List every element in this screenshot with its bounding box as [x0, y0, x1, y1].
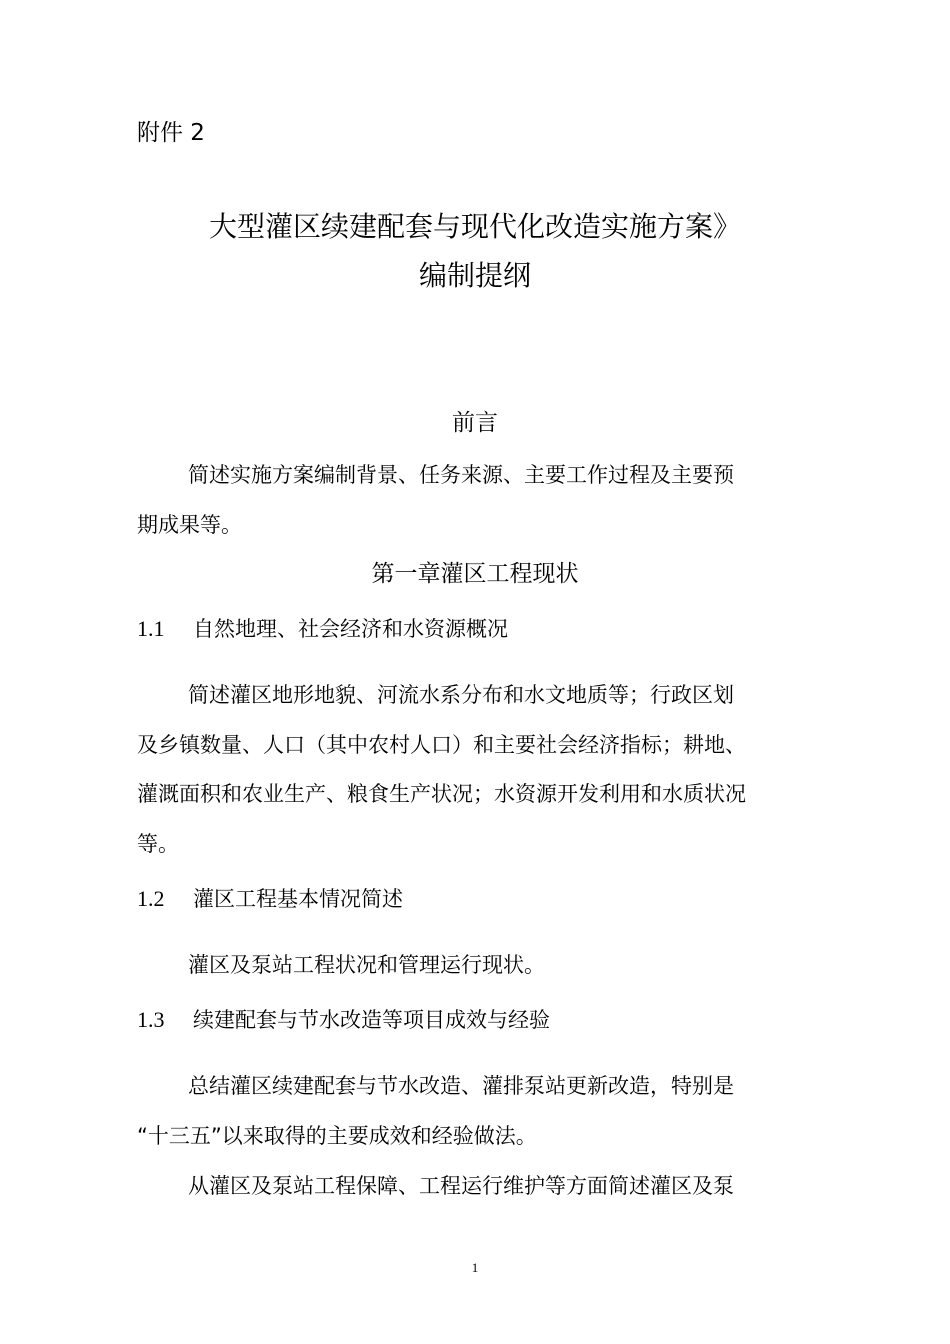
section-title: 续建配套与节水改造等项目成效与经验 [193, 1008, 550, 1032]
section-title: 自然地理、社会经济和水资源概况 [193, 617, 508, 641]
section-1-3-paragraph-line: 总结灌区续建配套与节水改造、灌排泵站更新改造，特别是 [188, 1074, 734, 1098]
preface-heading: 前言 [452, 410, 498, 436]
section-1-1-heading [137, 612, 508, 646]
section-1-1-paragraph-line: 简述灌区地形地貌、河流水系分布和水文地质等；行政区划 [188, 683, 734, 707]
preface-paragraph-line: 期成果等。 [137, 513, 242, 537]
section-1-2-paragraph-line: 灌区及泵站工程状况和管理运行现状。 [188, 953, 545, 977]
preface-paragraph-line: 简述实施方案编制背景、任务来源、主要工作过程及主要预 [188, 463, 734, 487]
section-number: 1.3 [137, 1007, 165, 1032]
section-number: 1.2 [137, 886, 165, 911]
section-1-2-heading [137, 882, 403, 916]
page-number: 1 [471, 1260, 479, 1275]
chapter-1-heading: 第一章灌区工程现状 [371, 561, 579, 587]
document-title-line-2: 编制提纲 [418, 259, 531, 292]
section-1-3-paragraph-line: 从灌区及泵站工程保障、工程运行维护等方面简述灌区及泵 [188, 1174, 734, 1198]
section-title: 灌区工程基本情况简述 [193, 887, 403, 911]
document-title-line-1: 大型灌区续建配套与现代化改造实施方案》 [208, 210, 741, 243]
section-1-1-paragraph-line: 灌溉面积和农业生产、粮食生产状况；水资源开发利用和水质状况 [137, 782, 746, 806]
section-number: 1.1 [137, 616, 165, 641]
section-1-1-paragraph-line: 及乡镇数量、人口（其中农村人口）和主要社会经济指标；耕地、 [137, 733, 746, 757]
section-1-3-heading [137, 1003, 550, 1037]
section-1-3-paragraph-line: “十三五”以来取得的主要成效和经验做法。 [137, 1124, 537, 1148]
section-1-1-paragraph-line: 等。 [137, 832, 179, 856]
attachment-label: 附件 2 [137, 120, 205, 146]
